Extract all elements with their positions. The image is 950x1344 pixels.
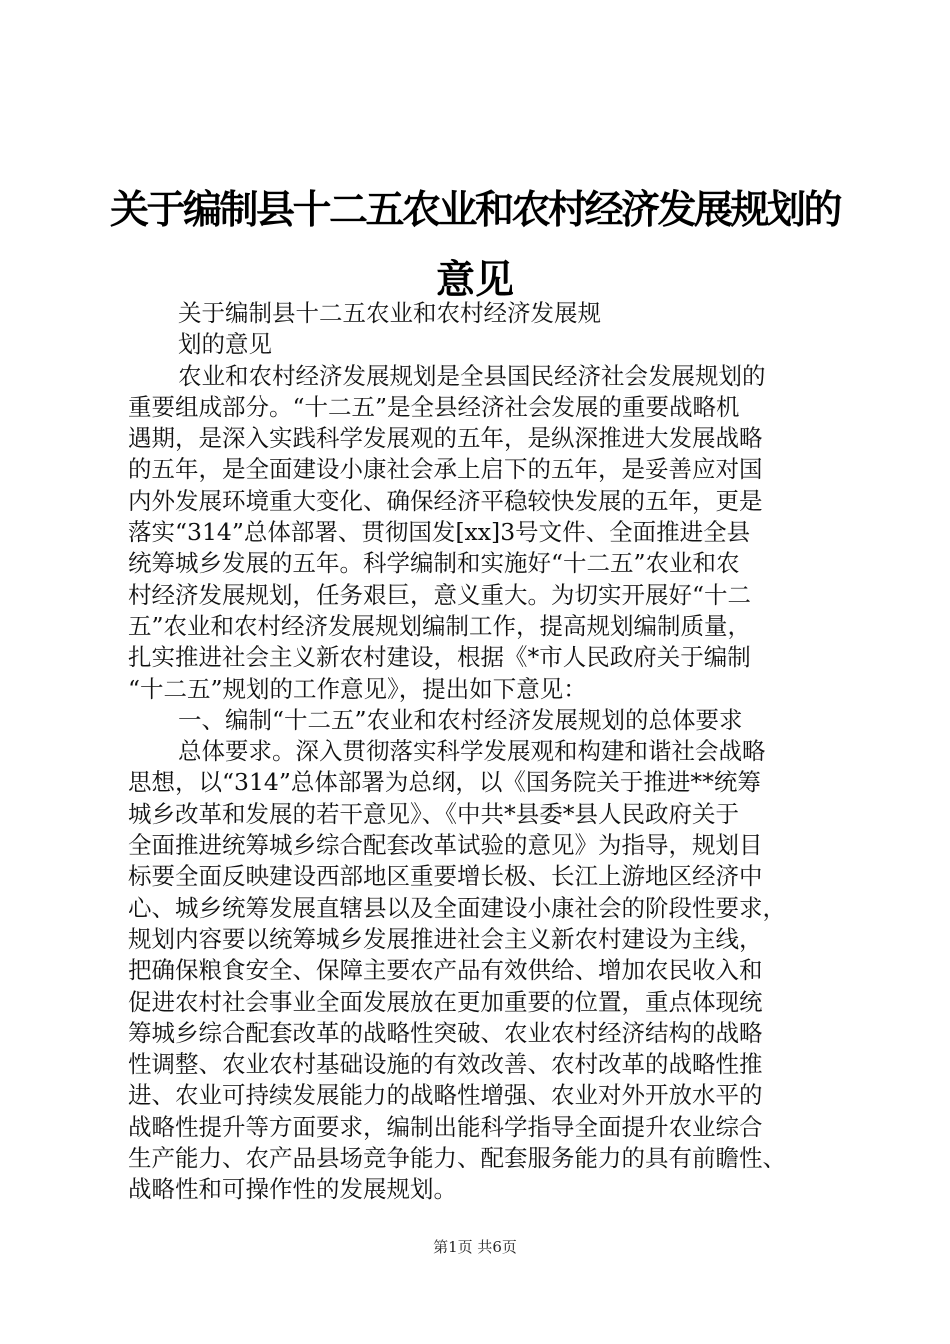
text-line: 总体要求。深入贯彻落实科学发展观和构建和谐社会战略	[178, 737, 766, 766]
section-heading-1: 一、编制“十二五”农业和农村经济发展规划的总体要求	[178, 705, 743, 734]
text-line: 筹城乡综合配套改革的战略性突破、农业农村经济结构的战略	[128, 1018, 763, 1047]
text-line: 内外发展环境重大变化、确保经济平稳较快发展的五年，更是	[128, 486, 763, 515]
title-line-1: 关于编制县十二五农业和农村经济发展规划的	[110, 187, 841, 233]
text-line: 城乡改革和发展的若干意见》、《中共*县委*县人民政府关于	[128, 799, 739, 828]
text-line: 农业和农村经济发展规划是全县国民经济社会发展规划的	[178, 361, 766, 390]
text-line: 落实“314”总体部署、贯彻国发[xx]3号文件、全面推进全县	[128, 518, 751, 547]
paragraph-requirements	[128, 736, 830, 1205]
text-line: 统筹城乡发展的五年。科学编制和实施好“十二五”农业和农	[128, 549, 740, 578]
text-line: 进、农业可持续发展能力的战略性增强、农业对外开放水平的	[128, 1081, 763, 1110]
document-title	[110, 180, 840, 310]
paragraph-intro	[128, 361, 830, 705]
text-line: 五”农业和农村经济发展规划编制工作，提高规划编制质量，	[128, 611, 752, 640]
text-line: 把确保粮食安全、保障主要农产品有效供给、增加农民收入和	[128, 956, 763, 985]
text-line: 促进农村社会事业全面发展放在更加重要的位置，重点体现统	[128, 987, 763, 1016]
text-line: 心、城乡统筹发展直辖县以及全面建设小康社会的阶段性要求，	[128, 893, 786, 922]
text-line: 扎实推进社会主义新农村建设，根据《*市人民政府关于编制	[128, 643, 751, 672]
page-footer: 第1页 共6页	[433, 1238, 517, 1256]
title-line-2: 意见	[435, 257, 514, 303]
document-body	[128, 298, 830, 1206]
text-line: 战略性和可操作性的发展规划。	[128, 1175, 457, 1204]
text-line: 战略性提升等方面要求，编制出能科学指导全面提升农业综合	[128, 1112, 763, 1141]
subtitle-line-2: 划的意见	[178, 330, 272, 359]
text-line: 全面推进统筹城乡综合配套改革试验的意见》为指导，规划目	[128, 831, 763, 860]
text-line: 遇期，是深入实践科学发展观的五年，是纵深推进大发展战略	[128, 424, 763, 453]
text-line: 村经济发展规划，任务艰巨，意义重大。为切实开展好“十二	[128, 580, 752, 609]
text-line: 规划内容要以统筹城乡发展推进社会主义新农村建设为主线，	[128, 924, 763, 953]
text-line: 性调整、农业农村基础设施的有效改善、农村改革的战略性推	[128, 1050, 763, 1079]
text-line: 的五年，是全面建设小康社会承上启下的五年，是妥善应对国	[128, 455, 763, 484]
subtitle-line-1: 关于编制县十二五农业和农村经济发展规	[178, 299, 601, 327]
text-line: 重要组成部分。“十二五”是全县经济社会发展的重要战略机	[128, 392, 740, 421]
text-line: “十二五”规划的工作意见》，提出如下意见：	[128, 674, 587, 703]
text-line: 生产能力、农产品县场竞争能力、配套服务能力的具有前瞻性、	[128, 1144, 786, 1173]
text-line: 标要全面反映建设西部地区重要增长极、长江上游地区经济中	[128, 862, 763, 891]
text-line: 思想，以“314”总体部署为总纲，以《国务院关于推进**统筹	[128, 768, 761, 797]
